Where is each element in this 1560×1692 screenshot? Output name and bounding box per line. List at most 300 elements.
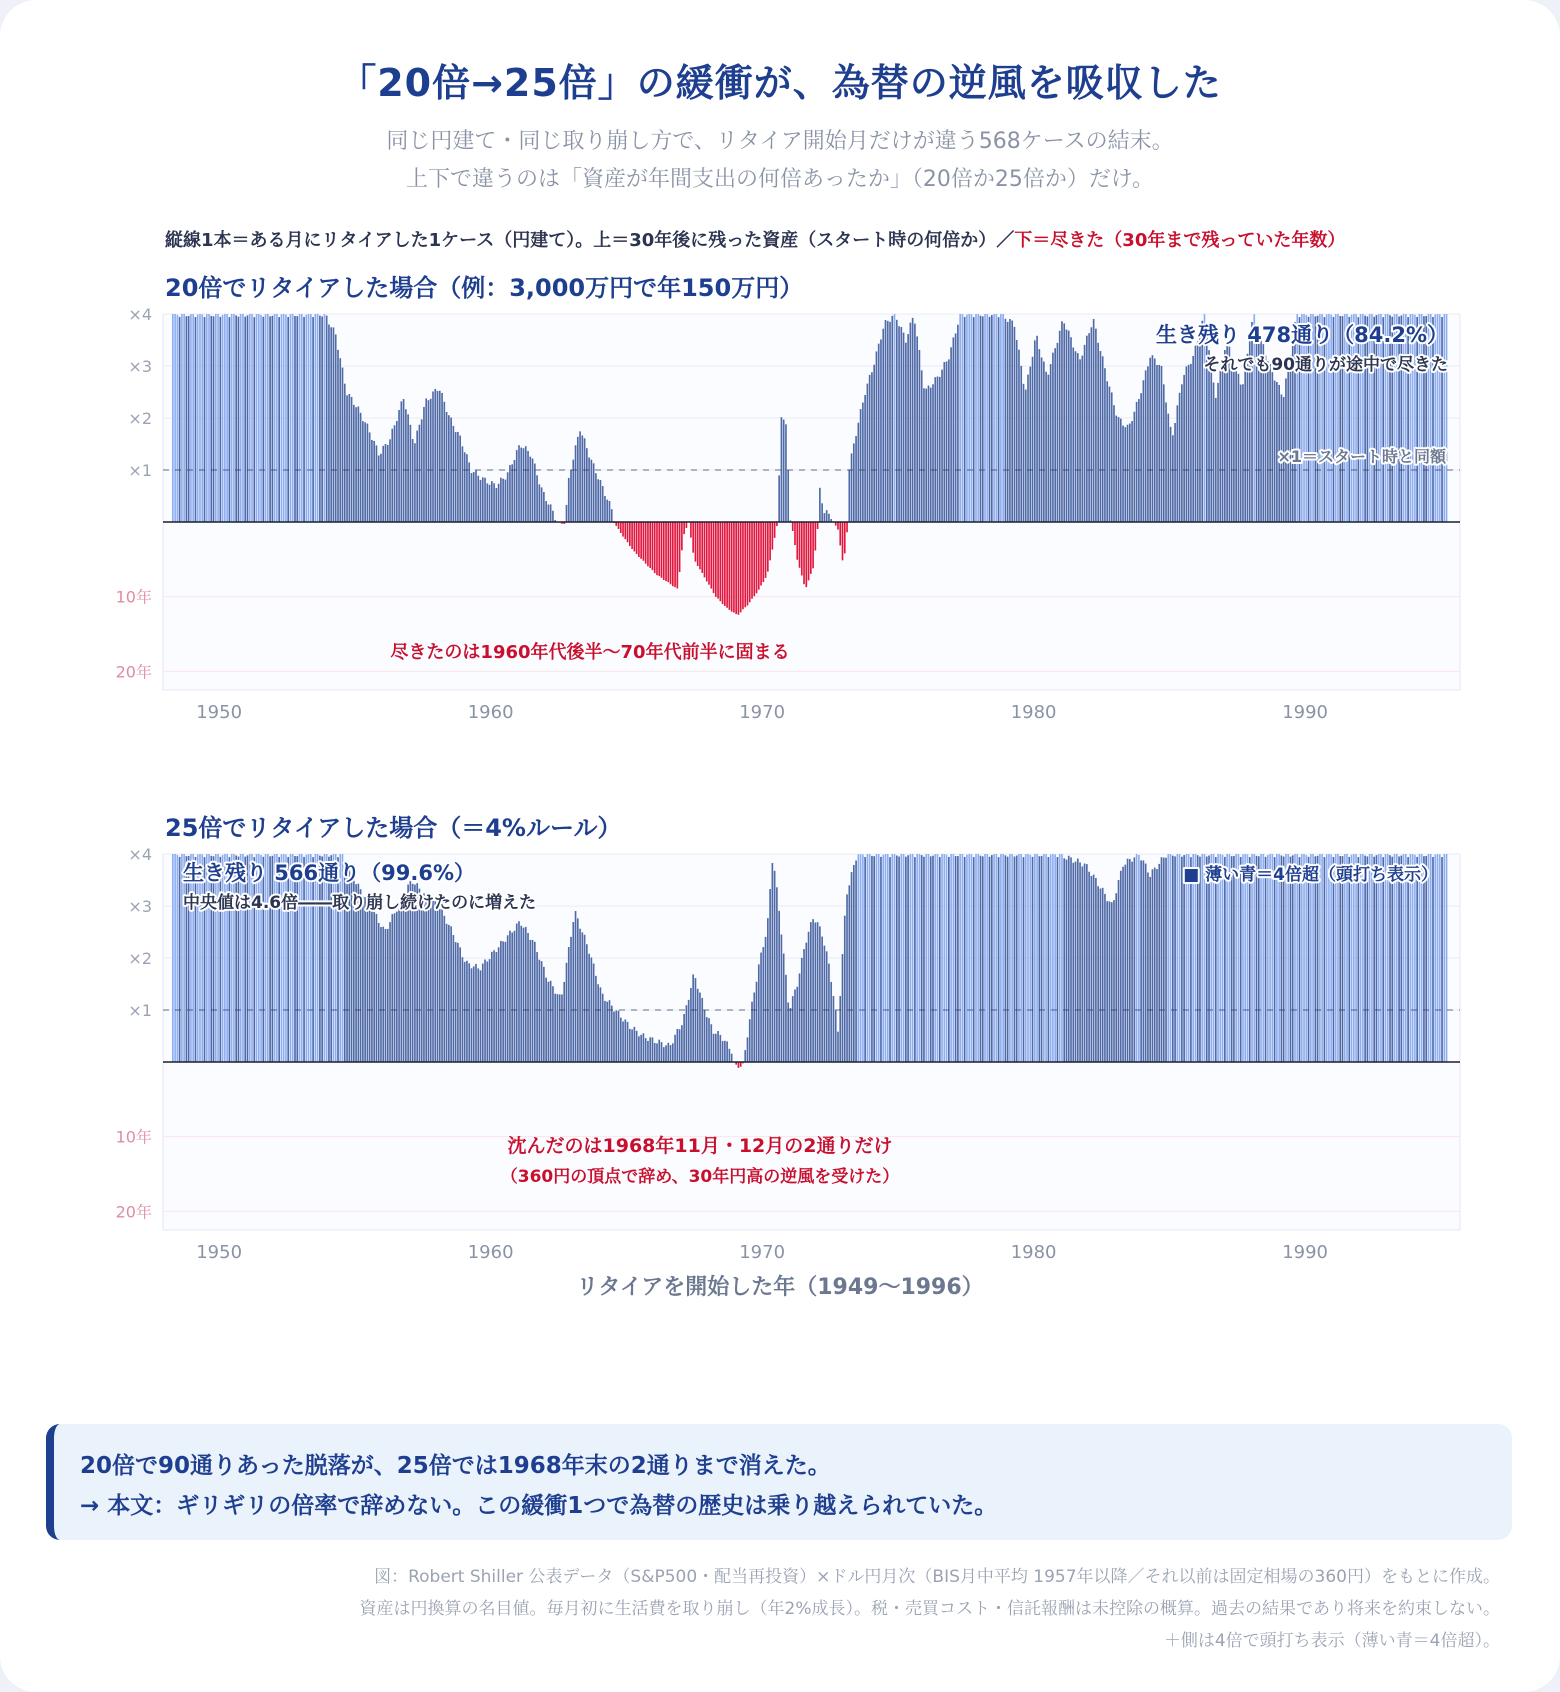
bar-survived — [1111, 902, 1113, 1062]
bar-survived — [195, 317, 197, 522]
bar-survived — [401, 897, 403, 1062]
bar-capped — [285, 855, 287, 1062]
bar-survived — [405, 409, 407, 522]
bar-survived — [312, 317, 314, 522]
bar-capped — [305, 855, 307, 1062]
bar-survived — [1400, 856, 1402, 1062]
bar-capped — [1229, 854, 1231, 1062]
bar-capped — [1217, 854, 1219, 1062]
bar-survived — [448, 925, 450, 1062]
bar-survived — [1265, 356, 1267, 522]
bar-capped — [1346, 854, 1348, 1062]
bar-capped — [1002, 314, 1004, 522]
bar-capped — [1251, 854, 1253, 1062]
bar-depleted — [699, 522, 701, 569]
bar-survived — [548, 982, 550, 1062]
bar-capped — [240, 314, 242, 522]
bar-survived — [1213, 383, 1215, 522]
bar-survived — [1068, 856, 1070, 1062]
bar-survived — [287, 317, 289, 522]
bar-survived — [889, 322, 891, 522]
bar-survived — [1113, 900, 1115, 1062]
bar-depleted — [751, 522, 753, 599]
bar-survived — [1075, 862, 1077, 1062]
bar-survived — [1041, 856, 1043, 1062]
bar-survived — [430, 399, 432, 522]
bar-survived — [957, 856, 959, 1062]
bar-depleted — [774, 522, 776, 538]
bar-survived — [747, 1037, 749, 1062]
bar-survived — [518, 445, 520, 522]
bar-survived — [955, 333, 957, 522]
bar-survived — [396, 421, 398, 522]
bar-survived — [500, 941, 502, 1062]
bar-capped — [1027, 854, 1029, 1062]
bar-capped — [1269, 854, 1271, 1062]
bar-depleted — [767, 522, 769, 572]
bar-depleted — [756, 522, 758, 593]
bar-survived — [964, 857, 966, 1062]
bar-depleted — [713, 522, 715, 593]
bar-survived — [595, 976, 597, 1062]
bar-survived — [1181, 384, 1183, 522]
bar-survived — [477, 476, 479, 522]
bar-survived — [1358, 317, 1360, 522]
bar-survived — [1161, 366, 1163, 522]
bar-survived — [1197, 341, 1199, 522]
bar-capped — [208, 854, 210, 1062]
bar-survived — [647, 1041, 649, 1062]
bar-survived — [817, 922, 819, 1062]
bar-survived — [294, 316, 296, 522]
bar-capped — [285, 315, 287, 522]
bar-capped — [977, 314, 979, 522]
bar-capped — [290, 314, 292, 522]
bar-survived — [482, 477, 484, 522]
bar-survived — [882, 329, 884, 522]
bar-survived — [396, 912, 398, 1062]
bar-capped — [1235, 854, 1237, 1062]
bar-capped — [910, 854, 912, 1062]
bar-survived — [204, 857, 206, 1062]
bar-survived — [1441, 857, 1443, 1062]
bar-survived — [398, 410, 400, 522]
bar-survived — [247, 855, 249, 1062]
bar-survived — [358, 406, 360, 522]
bar-capped — [240, 854, 242, 1062]
bar-capped — [1226, 854, 1228, 1062]
bar-survived — [1100, 351, 1102, 522]
bar-capped — [1360, 854, 1362, 1062]
bar-survived — [355, 407, 357, 522]
bar-survived — [1188, 365, 1190, 522]
bar-survived — [432, 899, 434, 1062]
bar-capped — [1294, 854, 1296, 1062]
bar-depleted — [654, 522, 656, 573]
bar-capped — [1210, 854, 1212, 1062]
bar-depleted — [686, 522, 688, 528]
bar-survived — [559, 994, 561, 1062]
bar-survived — [502, 479, 504, 522]
bar-capped — [215, 314, 217, 522]
bar-capped — [1287, 854, 1289, 1062]
bar-survived — [401, 401, 403, 522]
bar-survived — [453, 426, 455, 522]
bar-capped — [317, 314, 319, 522]
bar-survived — [600, 987, 602, 1062]
bar-survived — [710, 1024, 712, 1062]
bar-survived — [326, 316, 328, 522]
bar-survived — [1011, 321, 1013, 522]
bar-survived — [520, 926, 522, 1062]
bar-capped — [1337, 854, 1339, 1062]
bar-survived — [423, 893, 425, 1062]
bar-survived — [380, 454, 382, 522]
bar-survived — [989, 317, 991, 522]
bar-survived — [568, 478, 570, 522]
bar-capped — [1328, 854, 1330, 1062]
x-tick-label: 1960 — [467, 702, 514, 723]
bar-survived — [624, 1019, 626, 1062]
bar-survived — [561, 994, 563, 1062]
bar-survived — [1050, 364, 1052, 522]
bar-survived — [591, 460, 593, 522]
bar-survived — [1109, 387, 1111, 522]
bar-survived — [1190, 857, 1192, 1062]
bar-capped — [1167, 854, 1169, 1062]
bar-survived — [611, 1006, 613, 1062]
bar-capped — [281, 854, 283, 1062]
bar-depleted — [631, 522, 633, 549]
bar-survived — [1281, 855, 1283, 1062]
bar-capped — [1276, 854, 1278, 1062]
bar-survived — [1290, 355, 1292, 522]
bar-capped — [315, 854, 317, 1062]
bar-capped — [183, 854, 185, 1062]
bar-survived — [412, 439, 414, 522]
bar-survived — [1398, 316, 1400, 522]
bar-depleted — [683, 522, 685, 534]
bar-survived — [1147, 366, 1149, 522]
bar-survived — [787, 1002, 789, 1062]
page-title: 「20倍→25倍」の緩衝が、為替の逆風を吸収した — [338, 61, 1222, 105]
bar-capped — [226, 314, 228, 522]
bar-capped — [242, 314, 244, 522]
bar-capped — [249, 854, 251, 1062]
bar-survived — [957, 325, 959, 522]
bar-survived — [1407, 317, 1409, 522]
bar-survived — [1287, 365, 1289, 522]
bar-capped — [968, 854, 970, 1062]
bar-survived — [557, 994, 559, 1062]
bar-depleted — [672, 522, 674, 586]
bar-depleted — [647, 522, 649, 566]
bar-capped — [1344, 854, 1346, 1062]
bar-capped — [1025, 854, 1027, 1062]
x-tick-label: 1990 — [1282, 1242, 1329, 1263]
bar-survived — [760, 953, 762, 1062]
bar-capped — [1179, 854, 1181, 1062]
bar-survived — [1143, 380, 1145, 522]
bar-capped — [192, 314, 194, 522]
bar-survived — [1425, 856, 1427, 1062]
bar-survived — [1179, 393, 1181, 522]
bar-capped — [217, 854, 219, 1062]
bar-survived — [726, 1041, 728, 1062]
bar-survived — [1186, 366, 1188, 522]
bar-survived — [932, 384, 934, 522]
survival-sub-label: 中央値は4.6倍――取り崩し続けたのに増えた — [183, 893, 537, 913]
bar-survived — [1063, 323, 1065, 522]
bar-survived — [1315, 856, 1317, 1062]
bar-capped — [968, 314, 970, 522]
bar-survived — [819, 926, 821, 1062]
bar-survived — [939, 857, 941, 1062]
bar-survived — [186, 316, 188, 522]
bar-survived — [1240, 385, 1242, 522]
bar-survived — [720, 1035, 722, 1062]
bar-capped — [1045, 854, 1047, 1062]
bar-survived — [229, 857, 231, 1062]
bar-capped — [231, 854, 233, 1062]
bar-survived — [1131, 862, 1133, 1062]
bar-capped — [1405, 854, 1407, 1062]
bar-depleted — [846, 522, 848, 532]
bar-capped — [878, 854, 880, 1062]
bar-survived — [489, 485, 491, 522]
bar-survived — [1106, 901, 1108, 1062]
bar-capped — [1285, 854, 1287, 1062]
bar-survived — [919, 350, 921, 522]
bar-survived — [1063, 858, 1065, 1062]
bar-capped — [1201, 854, 1203, 1062]
bar-capped — [1310, 854, 1312, 1062]
bar-survived — [871, 372, 873, 522]
callout-line-2: → 本文：ギリギリの倍率で辞めない。この緩衝1つで為替の歴史は乗り越えられていた。 — [80, 1493, 998, 1519]
bar-survived — [1373, 317, 1375, 522]
bar-survived — [713, 1034, 715, 1062]
bar-depleted — [740, 522, 742, 612]
bar-survived — [188, 856, 190, 1062]
depleted-annotation-line-1: 沈んだのは1968年11月・12月の2通りだけ — [507, 1135, 893, 1157]
bar-survived — [851, 453, 853, 522]
bar-depleted — [810, 522, 812, 574]
bar-depleted — [805, 522, 807, 587]
bar-survived — [781, 934, 783, 1062]
bar-survived — [588, 457, 590, 522]
bar-survived — [1122, 426, 1124, 522]
bar-capped — [172, 314, 174, 522]
bar-capped — [208, 314, 210, 522]
bar-survived — [1233, 856, 1235, 1062]
bar-survived — [385, 444, 387, 522]
bar-survived — [186, 856, 188, 1062]
bar-capped — [1018, 854, 1020, 1062]
reference-line-label: ×1＝スタート時と同額 — [1277, 447, 1446, 466]
bar-survived — [1220, 368, 1222, 522]
bar-capped — [317, 854, 319, 1062]
bar-survived — [645, 1038, 647, 1062]
bar-survived — [1177, 405, 1179, 522]
bar-survived — [1091, 876, 1093, 1062]
bar-survived — [1057, 343, 1059, 522]
bar-capped — [299, 314, 301, 522]
bar-survived — [943, 362, 945, 522]
bar-survived — [934, 377, 936, 522]
bar-capped — [1443, 854, 1445, 1062]
bar-survived — [855, 436, 857, 522]
bar-depleted — [738, 1062, 740, 1068]
bar-capped — [885, 854, 887, 1062]
y-tick-label-lower: 10年 — [115, 1127, 152, 1147]
x-axis-caption: リタイアを開始した年（1949〜1996） — [576, 1275, 984, 1300]
bar-survived — [1045, 372, 1047, 522]
bar-capped — [181, 854, 183, 1062]
bar-capped — [903, 854, 905, 1062]
bar-survived — [351, 397, 353, 522]
bar-depleted — [645, 522, 647, 564]
bar-capped — [1446, 854, 1448, 1062]
bar-survived — [330, 327, 332, 522]
bar-survived — [1061, 321, 1063, 522]
bar-capped — [222, 315, 224, 522]
bar-survived — [220, 857, 222, 1062]
bar-survived — [1165, 858, 1167, 1062]
bar-survived — [1348, 317, 1350, 522]
bar-survived — [1317, 856, 1319, 1062]
bar-capped — [258, 314, 260, 522]
bar-survived — [591, 957, 593, 1062]
bar-survived — [1081, 866, 1083, 1062]
bar-survived — [910, 323, 912, 522]
y-tick-label-lower: 20年 — [115, 1202, 152, 1222]
x-tick-label: 1990 — [1282, 702, 1329, 723]
bar-survived — [1324, 857, 1326, 1062]
bar-capped — [912, 854, 914, 1062]
bar-survived — [554, 994, 556, 1062]
bar-survived — [572, 460, 574, 522]
bar-capped — [1410, 854, 1412, 1062]
bar-survived — [1158, 864, 1160, 1062]
bar-capped — [862, 854, 864, 1062]
bar-survived — [369, 905, 371, 1062]
bar-survived — [362, 897, 364, 1062]
bar-survived — [195, 857, 197, 1062]
bar-survived — [1265, 857, 1267, 1062]
bar-capped — [267, 314, 269, 522]
bar-capped — [310, 854, 312, 1062]
bar-survived — [670, 1045, 672, 1062]
bar-survived — [658, 1040, 660, 1062]
bar-capped — [1213, 854, 1215, 1062]
bar-capped — [224, 314, 226, 522]
bar-survived — [1233, 364, 1235, 522]
x-tick-label: 1960 — [467, 1242, 514, 1263]
bar-survived — [1154, 359, 1156, 522]
bar-capped — [199, 314, 201, 522]
bar-survived — [493, 483, 495, 522]
bar-survived — [1163, 858, 1165, 1062]
bar-survived — [491, 481, 493, 522]
bar-depleted — [808, 522, 810, 580]
bar-survived — [914, 324, 916, 522]
bar-survived — [604, 496, 606, 522]
bar-survived — [1315, 316, 1317, 522]
bar-survived — [403, 399, 405, 522]
bar-depleted — [738, 522, 740, 615]
bar-depleted — [794, 522, 796, 545]
bar-survived — [778, 911, 780, 1062]
bar-survived — [1081, 356, 1083, 522]
bar-capped — [1403, 854, 1405, 1062]
bar-survived — [253, 317, 255, 522]
bar-survived — [1208, 350, 1210, 522]
bar-survived — [973, 857, 975, 1062]
bar-survived — [405, 894, 407, 1062]
bar-survived — [1014, 327, 1016, 522]
bar-depleted — [742, 522, 744, 609]
bar-survived — [715, 1034, 717, 1062]
bar-survived — [803, 949, 805, 1062]
bar-capped — [260, 315, 262, 522]
bar-survived — [373, 911, 375, 1062]
bar-survived — [756, 982, 758, 1062]
bar-survived — [1127, 859, 1129, 1062]
bar-survived — [1066, 330, 1068, 522]
bar-survived — [579, 431, 581, 522]
bar-survived — [1025, 390, 1027, 522]
bar-survived — [1143, 860, 1145, 1062]
callout-line-1: 20倍で90通りあった脱落が、25倍では1968年末の2通りまで消えた。 — [80, 1453, 831, 1479]
bar-depleted — [815, 522, 817, 551]
bar-survived — [548, 505, 550, 522]
bar-survived — [398, 903, 400, 1062]
bar-depleted — [663, 522, 665, 580]
bar-survived — [328, 325, 330, 522]
bar-capped — [226, 854, 228, 1062]
bar-survived — [247, 315, 249, 522]
bar-survived — [1138, 399, 1140, 522]
bar-capped — [867, 854, 869, 1062]
bar-survived — [677, 1029, 679, 1062]
bar-survived — [568, 947, 570, 1062]
bar-survived — [263, 857, 265, 1062]
bar-survived — [1161, 857, 1163, 1062]
bar-survived — [1376, 855, 1378, 1062]
bar-survived — [484, 478, 486, 522]
bar-survived — [473, 472, 475, 522]
bar-survived — [1131, 421, 1133, 522]
bar-survived — [220, 317, 222, 522]
bar-depleted — [681, 522, 683, 550]
bar-depleted — [649, 522, 651, 568]
x-tick-label: 1970 — [739, 702, 786, 723]
bar-survived — [244, 317, 246, 522]
bar-survived — [434, 901, 436, 1062]
bar-capped — [251, 854, 253, 1062]
bar-survived — [566, 963, 568, 1062]
bar-depleted — [733, 522, 735, 613]
bar-depleted — [842, 522, 844, 560]
bar-capped — [1371, 854, 1373, 1062]
bar-depleted — [817, 522, 819, 529]
bar-survived — [1057, 857, 1059, 1062]
bar-survived — [1052, 353, 1054, 522]
bar-survived — [1095, 878, 1097, 1062]
bar-capped — [946, 855, 948, 1062]
bar-survived — [783, 954, 785, 1062]
bar-survived — [344, 384, 346, 522]
